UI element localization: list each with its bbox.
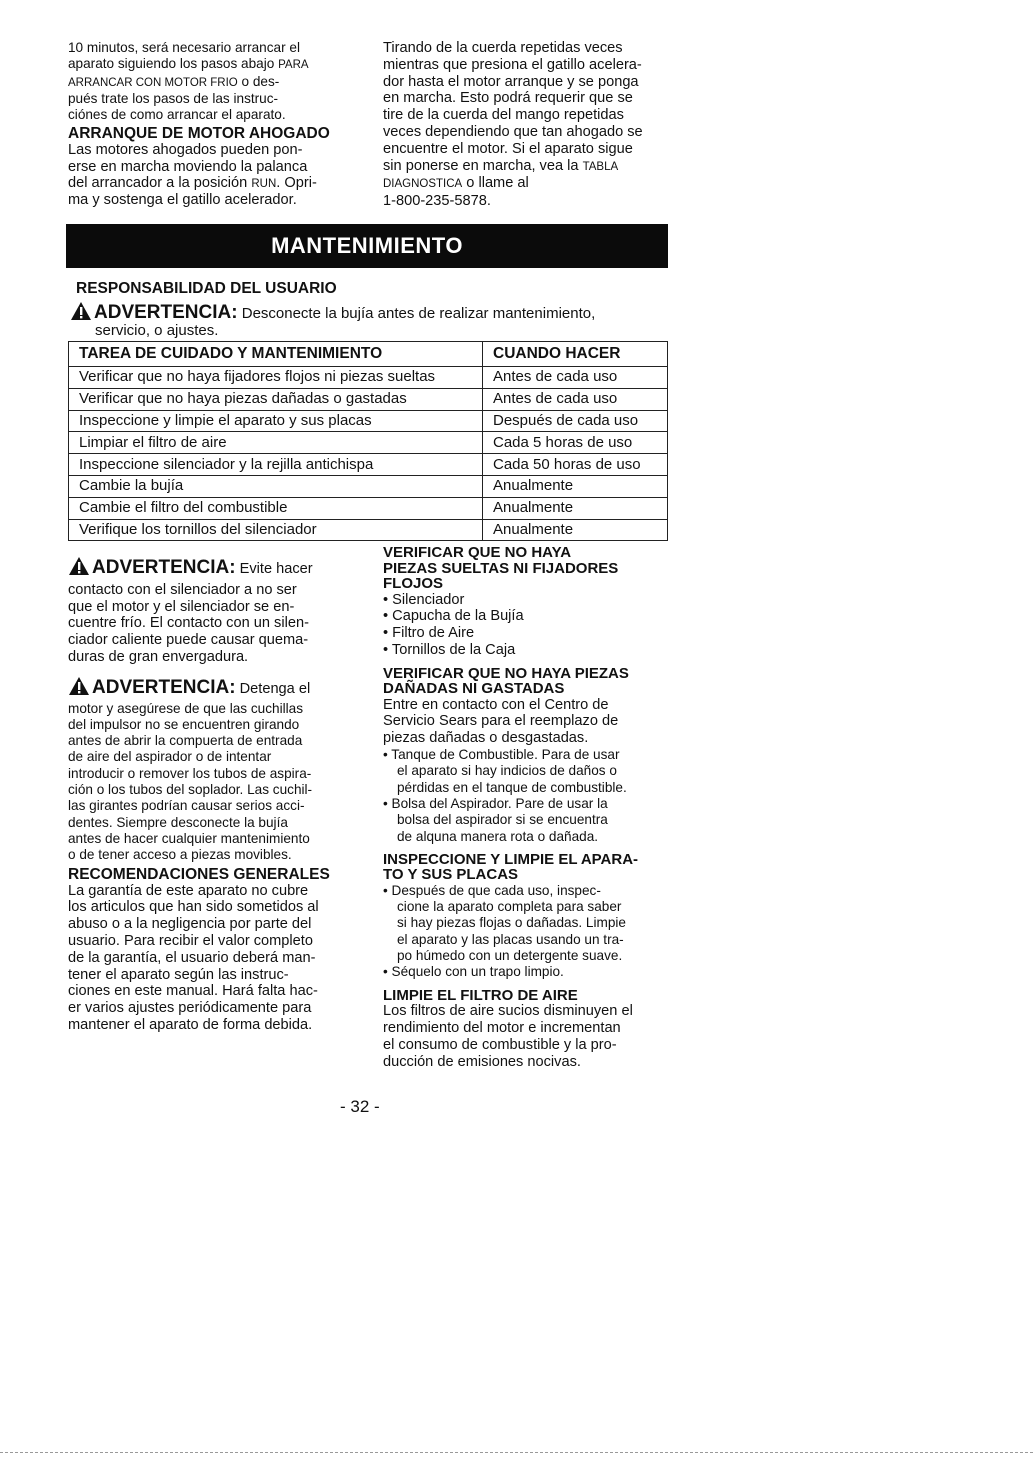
text-line: 10 minutos, será necesario arrancar el xyxy=(68,40,300,55)
text-line: encuentre el motor. Si el aparato sigue xyxy=(383,140,633,157)
text-line: ducción de emisiones nocivas. xyxy=(383,1053,581,1070)
warning-a-heading: ADVERTENCIA: Evite hacer xyxy=(68,556,358,581)
text-line: sin ponerse en marcha, vea la TABLA xyxy=(383,157,619,174)
table-row xyxy=(69,410,668,432)
text-line: Las motores ahogados pueden pon- xyxy=(68,142,303,159)
list-item: • Séquelo con un trapo limpio. xyxy=(383,964,564,980)
text-line: el consumo de combustible y la pro- xyxy=(383,1036,617,1053)
list-item: • Silenciador xyxy=(383,591,465,608)
text-line: La garantía de este aparato no cubre xyxy=(68,882,309,899)
text-line: cuentre frío. El contacto con un silen- xyxy=(68,615,309,632)
section-heading: TO Y SUS PLACAS xyxy=(383,866,519,884)
task-cell: Cambie el filtro del combustible xyxy=(69,497,483,519)
list-item: • Capucha de la Bujía xyxy=(383,608,524,625)
warning-label: ADVERTENCIA: xyxy=(94,302,238,323)
warning-text: Desconecte la bujía antes de realizar mantenimiento, xyxy=(237,305,596,322)
list-item: • Bolsa del Aspirador. Pare de usar la xyxy=(383,795,608,811)
warning-triangle-icon xyxy=(68,676,90,701)
task-cell: Inspeccione silenciador y la rejilla antichispa xyxy=(69,454,483,476)
table-row xyxy=(69,388,668,410)
text-line: rendimiento del motor e incrementan xyxy=(383,1019,621,1036)
text-line: 1-800-235-5878. xyxy=(383,193,491,210)
section-heading: RECOMENDACIONES GENERALES xyxy=(68,865,330,883)
text-line: er varios ajustes periódicamente para xyxy=(68,1000,312,1017)
text-line: ciones en este manual. Hará falta hac- xyxy=(68,983,318,1000)
task-cell: Limpiar el filtro de aire xyxy=(69,432,483,454)
bullet-block xyxy=(383,747,675,845)
responsibility-title: RESPONSABILIDAD DEL USUARIO xyxy=(76,280,337,297)
task-cell: Verificar que no haya piezas dañadas o gastadas xyxy=(69,388,483,410)
list-item: • Filtro de Aire xyxy=(383,625,475,642)
text-line: en marcha. Esto podrá requerir que se xyxy=(383,90,633,107)
text-line: o de tener acceso a piezas movibles. xyxy=(68,847,292,863)
text-line: de aire del aspirador o de intentar xyxy=(68,749,272,765)
list-item: el aparato y las placas usando un tra- xyxy=(397,931,624,947)
table-row xyxy=(69,432,668,454)
text-line: tener el aparato según las instruc- xyxy=(68,966,289,983)
text-line: Tirando de la cuerda repetidas veces xyxy=(383,40,623,56)
list-item: de alquna manera rota o dañada. xyxy=(397,828,599,844)
warning-b-heading: ADVERTENCIA: Detenga el xyxy=(68,676,358,701)
text-line: dentes. Siempre desconecte la bujía xyxy=(68,814,288,830)
text-line: pués trate los pasos de las instruc- xyxy=(68,90,279,106)
table-row xyxy=(69,497,668,519)
list-item: po húmedo con un detergente suave. xyxy=(397,948,623,964)
table-row xyxy=(69,454,668,476)
when-cell: Anualmente xyxy=(483,475,668,497)
section-heading: INSPECCIONE Y LIMPIE EL APARA- xyxy=(383,850,639,868)
text-line: dor hasta el motor arranque y se ponga xyxy=(383,73,639,90)
text-line: antes de hacer cualquier mantenimiento xyxy=(68,830,310,846)
section-heading: PIEZAS SUELTAS NI FIJADORES xyxy=(383,559,619,577)
text-line: veces dependiendo que tan ahogado se xyxy=(383,123,643,140)
section-heading: VERIFICAR QUE NO HAYA PIEZAS xyxy=(383,664,629,682)
list-item: bolsa del aspirador si se encuentra xyxy=(397,812,608,828)
list-item: • Tanque de Combustible. Para de usar xyxy=(383,747,620,763)
warning-triangle-icon xyxy=(70,301,92,325)
top-left-column xyxy=(68,40,360,209)
section-heading: LIMPIE EL FILTRO DE AIRE xyxy=(383,986,578,1004)
when-cell: Cada 50 horas de uso xyxy=(483,454,668,476)
top-right-column xyxy=(383,40,675,210)
text-line: ción o los tubos del soplador. Las cuchil- xyxy=(68,782,313,798)
when-cell: Antes de cada uso xyxy=(483,388,668,410)
text-line: Los filtros de aire sucios disminuyen el xyxy=(383,1003,633,1020)
text-line: antes de abrir la compuerta de entrada xyxy=(68,733,303,749)
text-line: ciador caliente puede causar quema- xyxy=(68,632,309,649)
list-item: pérdidas en el tanque de combustible. xyxy=(397,779,627,795)
table-row xyxy=(69,367,668,389)
header-when: CUANDO HACER xyxy=(483,342,668,367)
text-line: ARRANCAR CON MOTOR FRIO o des- xyxy=(68,73,280,89)
text-line: duras de gran envergadura. xyxy=(68,648,249,665)
warning-text-cont: servicio, o ajustes. xyxy=(95,322,219,339)
text-line: mientras que presiona el gatillo acelera- xyxy=(383,56,642,73)
list-item: • Tornillos de la Caja xyxy=(383,641,516,658)
task-cell: Verificar que no haya fijadores flojos ni piezas sueltas xyxy=(69,367,483,389)
text-line: mantener el aparato de forma debida. xyxy=(68,1016,313,1033)
text-line: DIAGNOSTICA o llame al xyxy=(383,175,529,192)
when-cell: Anualmente xyxy=(483,519,668,541)
text-line: de la garantía, el usuario deberá man- xyxy=(68,949,316,966)
header-task: TAREA DE CUIDADO Y MANTENIMIENTO xyxy=(69,342,483,367)
list-item: el aparato si hay indicios de daños o xyxy=(397,763,617,779)
text-line: usuario. Para recibir el valor completo xyxy=(68,932,313,949)
task-cell: Inspeccione y limpie el aparato y sus placas xyxy=(69,410,483,432)
task-cell: Cambie la bujía xyxy=(69,475,483,497)
text-line: erse en marcha moviendo la palanca xyxy=(68,158,308,175)
table-header-row xyxy=(69,342,668,367)
warning-triangle-icon xyxy=(68,556,90,581)
page-edge-divider xyxy=(0,1452,1033,1453)
when-cell: Después de cada uso xyxy=(483,410,668,432)
text-line: del arrancador a la posición RUN. Opri- xyxy=(68,175,317,192)
text-line: del impulsor no se encuentren girando xyxy=(68,716,300,732)
text-line: piezas dañadas o desgastadas. xyxy=(383,730,589,747)
warning-b-body xyxy=(68,701,358,864)
when-cell: Cada 5 horas de uso xyxy=(483,432,668,454)
bullet-block xyxy=(383,883,675,981)
mid-right-column xyxy=(383,545,675,1070)
text-line: ma y sostenga el gatillo acelerador. xyxy=(68,192,297,209)
list-item: cione la aparato completa para saber xyxy=(397,899,622,915)
when-cell: Antes de cada uso xyxy=(483,367,668,389)
section-heading: VERIFICAR QUE NO HAYA xyxy=(383,544,572,561)
list-item: • Después de que cada uso, inspec- xyxy=(383,882,601,898)
text-line: introducir o remover los tubos de aspira- xyxy=(68,765,312,781)
section-heading: DAÑADAS NI GASTADAS xyxy=(383,680,565,698)
when-cell: Anualmente xyxy=(483,497,668,519)
text-line: tire de la cuerda del mango repetidas xyxy=(383,107,624,124)
table-row xyxy=(69,519,668,541)
text-line: motor y asegúrese de que las cuchillas xyxy=(68,700,303,716)
text-line: abuso o a la negligencia por parte del xyxy=(68,916,312,933)
list-item: si hay piezas flojas o dañadas. Limpie xyxy=(397,915,626,931)
text-line: aparato siguiendo los pasos abajo PARA xyxy=(68,56,309,72)
maintenance-table xyxy=(68,341,668,541)
text-line: Entre en contacto con el Centro de xyxy=(383,696,609,713)
mid-left-column xyxy=(68,556,358,1034)
text-line: los articulos que han sido sometidos al xyxy=(68,899,319,916)
section-heading: ARRANQUE DE MOTOR AHOGADO xyxy=(68,125,330,143)
text-line: ciónes de como arrancar el aparato. xyxy=(68,107,286,123)
task-cell: Verifique los tornillos del silenciador xyxy=(69,519,483,541)
text-line: que el motor y el silenciador se en- xyxy=(68,598,295,615)
text-line: contacto con el silenciador a no ser xyxy=(68,581,297,598)
section-heading: FLOJOS xyxy=(383,575,444,592)
table-row xyxy=(69,475,668,497)
text-line: las girantes podrían causar serios acci- xyxy=(68,798,305,814)
page-number: - 32 - xyxy=(340,1097,380,1116)
section-banner: MANTENIMIENTO xyxy=(66,224,668,268)
text-line: Servicio Sears para el reemplazo de xyxy=(383,713,619,730)
